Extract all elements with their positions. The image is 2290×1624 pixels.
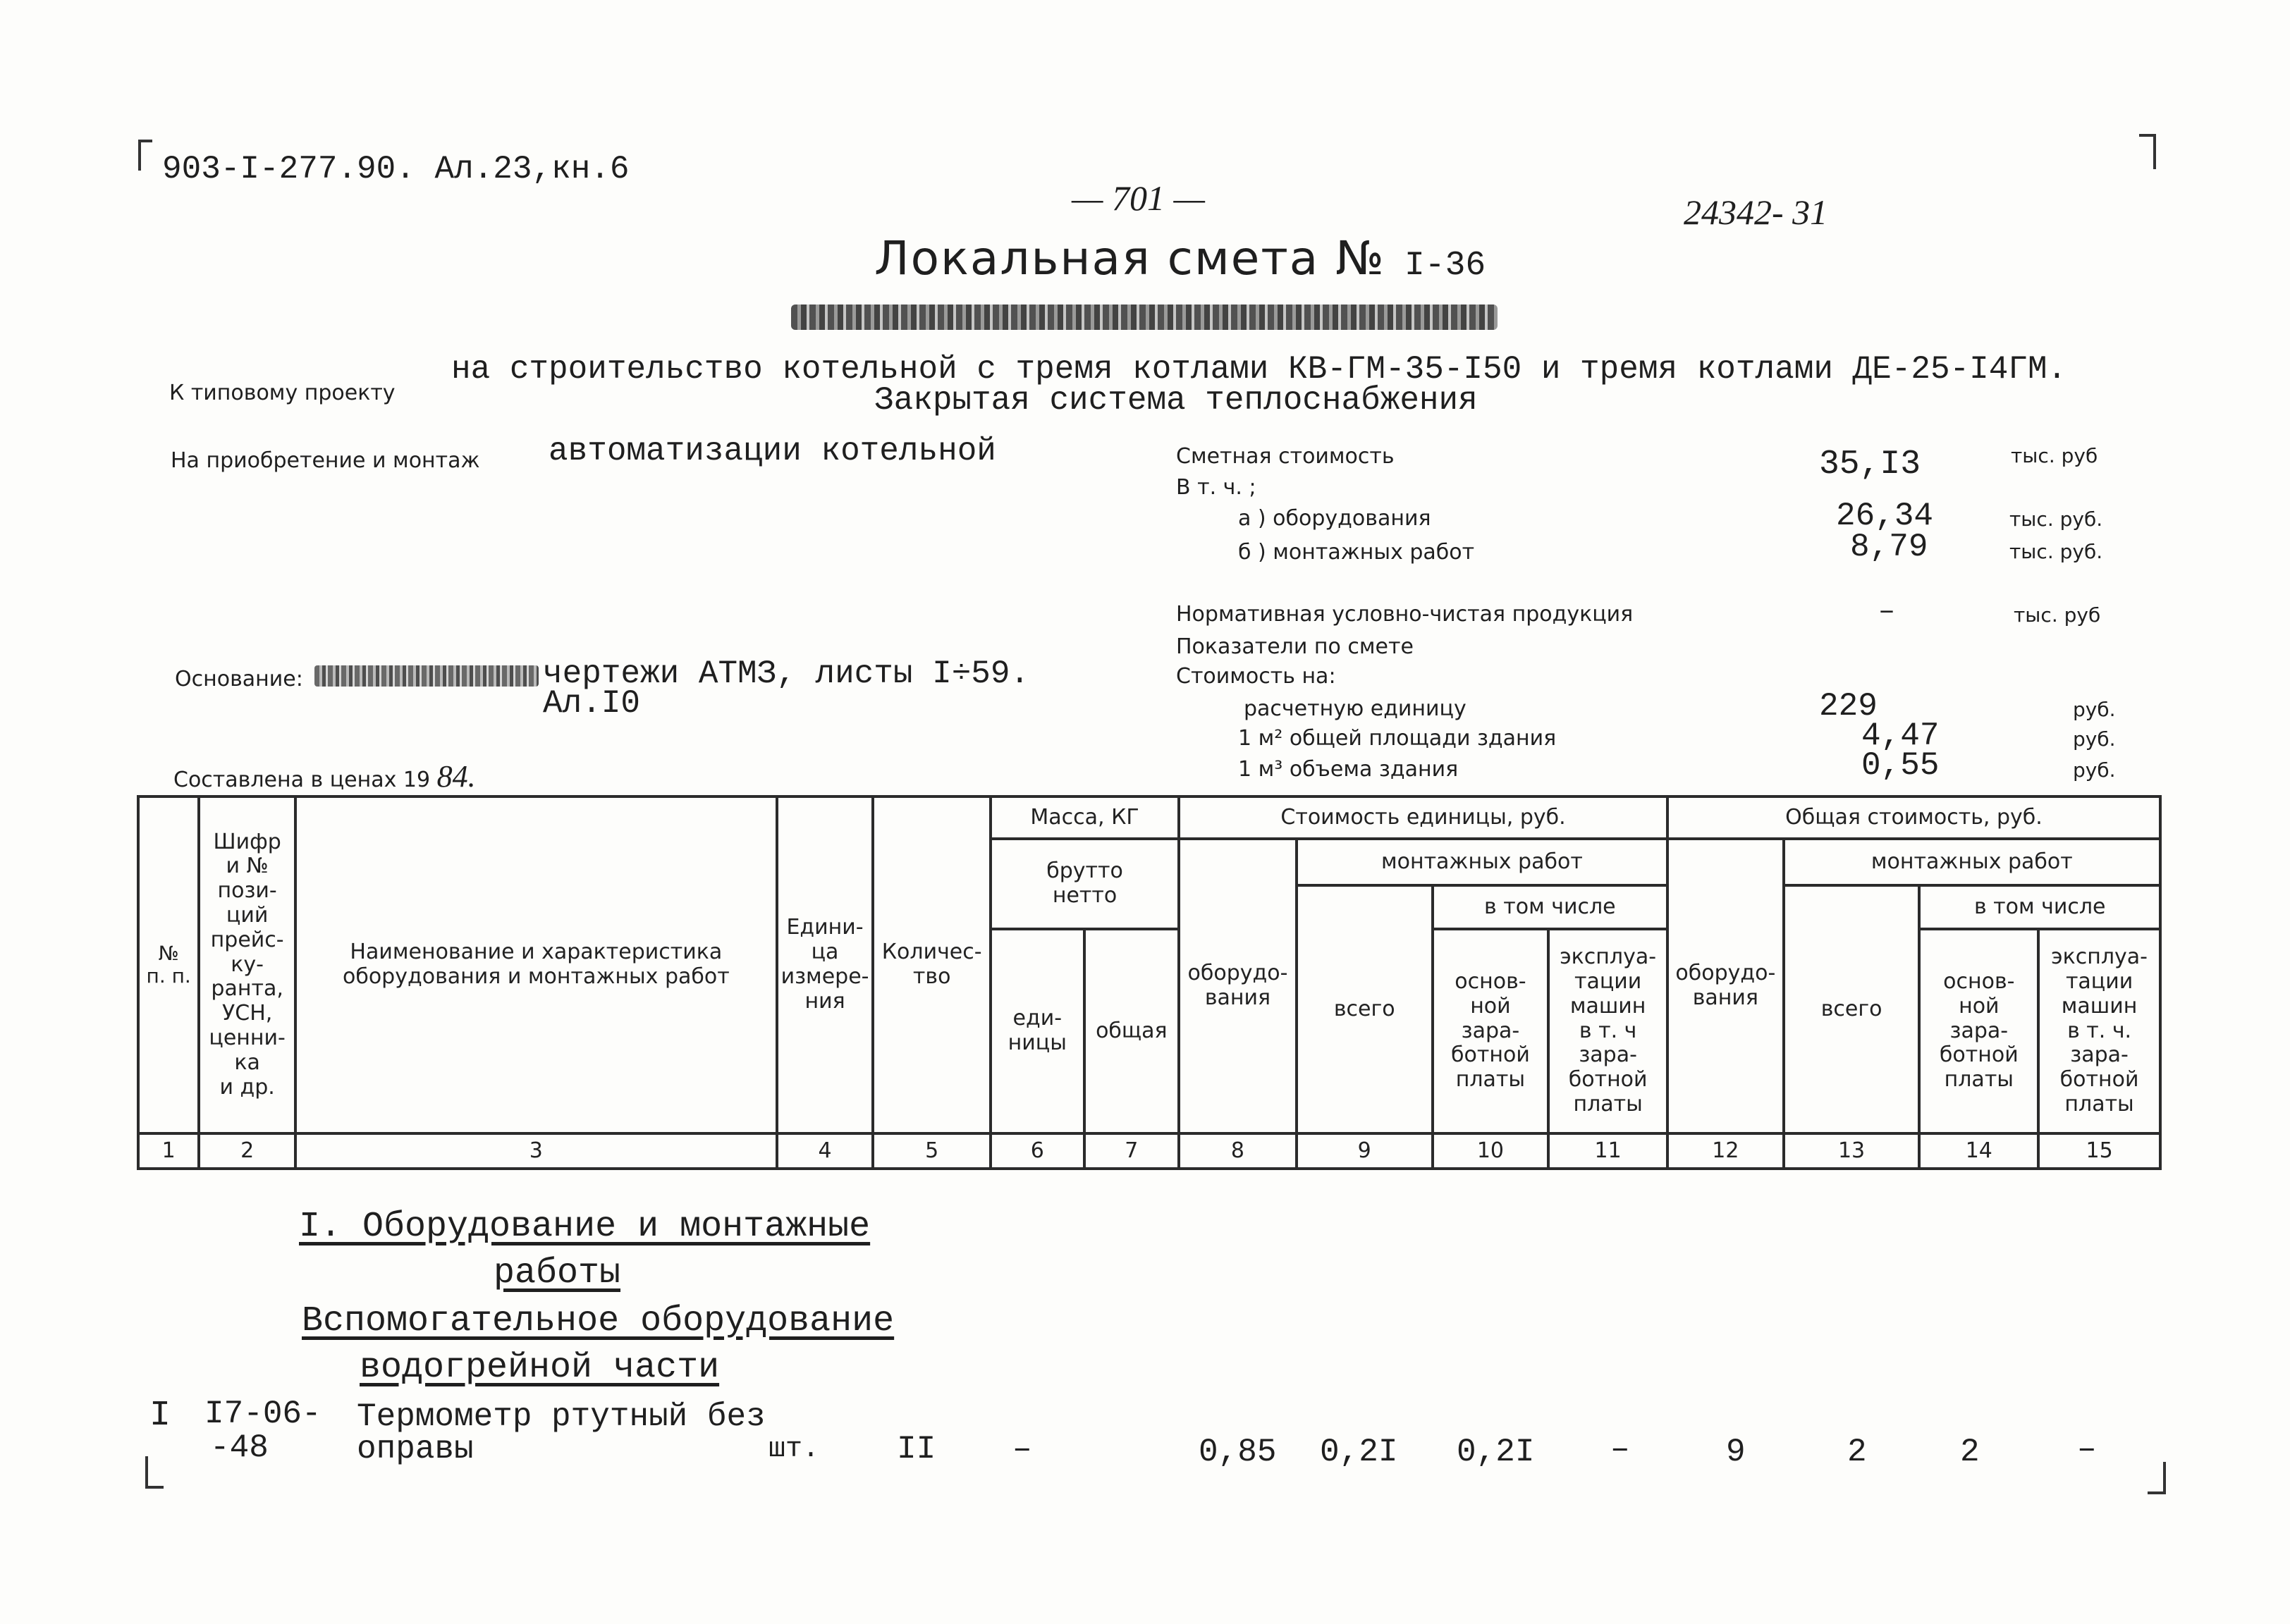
row-total-wage: 2 <box>1960 1434 1980 1470</box>
installation-value: 8,79 <box>1850 529 1928 565</box>
row-code-line1: I7-06- <box>204 1396 322 1432</box>
col-group-install-works: монтажных работ <box>1297 839 1667 885</box>
col-header-gross-net: брутто нетто <box>991 839 1179 929</box>
col-header-name: Наименование и характеристика оборудования и монтажных работ <box>295 796 777 1133</box>
per-unit-unit: руб. <box>2073 698 2116 721</box>
page-title-prefix: Локальная смета № <box>874 231 1385 285</box>
col-header-install-all-total: всего <box>1784 885 1920 1133</box>
column-number: 15 <box>2038 1133 2160 1169</box>
col-header-machine-op-total: эксплуа- тации машин в т. ч. зара- ботной платы <box>2038 929 2160 1133</box>
col-group-total-cost: Общая стоимость, руб. <box>1667 796 2160 839</box>
row-total-machine: – <box>2077 1431 2097 1468</box>
normative-value: – <box>1878 596 1896 628</box>
section-subtitle-line2: водогрейной части <box>360 1348 720 1388</box>
project-line1: на строительство котельной с тремя котлами КВ-ГМ-35-I50 и тремя котлами ДЕ-25-I4ГМ. <box>451 351 2067 388</box>
col-header-basic-wage: основ- ной зара- ботной платы <box>1433 929 1549 1133</box>
struck-out-line <box>791 304 1498 330</box>
column-number: 9 <box>1297 1133 1433 1169</box>
basis-value: чертежи АТМЗ, листы I÷59. <box>543 656 1030 692</box>
estimated-cost-unit: тыс. руб <box>2011 444 2098 467</box>
row-code-line2: -48 <box>210 1429 269 1466</box>
row-name-line1: Термометр ртутный без <box>357 1398 766 1435</box>
prices-line <box>173 758 476 794</box>
corner-mark-bottom-left <box>145 1456 164 1489</box>
estimated-cost-value: 35,I3 <box>1819 445 1921 484</box>
col-header-equip-total: оборудо- вания <box>1667 839 1784 1133</box>
page-number: — 701 — <box>1072 178 1205 218</box>
col-header-equip-unit: оборудо- вания <box>1179 839 1297 1133</box>
basis-value2: Ал.I0 <box>543 685 641 722</box>
row-quantity: II <box>897 1431 936 1468</box>
row-equip-cost: 0,85 <box>1199 1434 1277 1470</box>
col-header-no: № п. п. <box>138 796 199 1133</box>
row-total-install: 2 <box>1847 1434 1867 1470</box>
corner-mark-top-left <box>138 140 152 171</box>
column-number: 11 <box>1548 1133 1667 1169</box>
purpose-label: На приобретение и монтаж <box>171 448 480 473</box>
column-number: 4 <box>777 1133 874 1169</box>
col-header-machine-op: эксплуа- тации машин в т. ч зара- ботной платы <box>1548 929 1667 1133</box>
prices-year: 84. <box>436 759 476 794</box>
col-header-basic-wage-total: основ- ной зара- ботной платы <box>1919 929 2038 1133</box>
column-number: 3 <box>295 1133 777 1169</box>
col-header-install-all: всего <box>1297 885 1433 1133</box>
row-number: I <box>149 1396 171 1436</box>
section-title-line2: работы <box>494 1253 621 1293</box>
col-group-install-works-total: монтажных работ <box>1784 839 2160 885</box>
equipment-value: 26,34 <box>1836 498 1934 534</box>
column-number: 13 <box>1784 1133 1920 1169</box>
project-line2: Закрытая система теплоснабжения <box>874 382 1478 419</box>
archive-number: 24342- 31 <box>1684 192 1828 232</box>
corner-mark-top-right <box>2139 134 2156 169</box>
col-header-mass-total: общая <box>1084 929 1180 1133</box>
prices-label: Составлена в ценах 19 <box>173 768 431 792</box>
col-group-unit-cost: Стоимость единицы, руб. <box>1179 796 1667 839</box>
installation-unit: тыс. руб. <box>2009 540 2103 563</box>
equipment-label: а ) оборудования <box>1238 506 1431 531</box>
column-number: 10 <box>1433 1133 1549 1169</box>
col-group-mass: Масса, КГ <box>991 796 1179 839</box>
estimate-table-header <box>137 795 2162 1170</box>
col-header-code: Шифр и № пози- ций прейс- ку- ранта, УСН, ценни- ка и др. <box>199 796 295 1133</box>
struck-out-basis <box>314 665 539 687</box>
col-header-qty: Количес- тво <box>873 796 991 1133</box>
per-area-unit: руб. <box>2073 727 2116 751</box>
per-volume-unit: руб. <box>2073 758 2116 782</box>
per-area-value: 4,47 <box>1861 718 1940 754</box>
per-volume-value: 0,55 <box>1861 747 1940 784</box>
page-title <box>874 231 1486 285</box>
row-install-wage: 0,2I <box>1457 1434 1535 1470</box>
column-number: 7 <box>1084 1133 1180 1169</box>
row-total-equip: 9 <box>1726 1434 1746 1470</box>
section-subtitle-line1: Вспомогательное оборудование <box>302 1301 895 1341</box>
normative-label: Нормативная условно-чистая продукция <box>1176 602 1634 627</box>
column-number-row <box>138 1133 2160 1169</box>
estimate-number: I-36 <box>1404 247 1486 285</box>
indicators-label: Показатели по смете <box>1176 634 1414 659</box>
column-number: 12 <box>1667 1133 1784 1169</box>
row-mass-unit: – <box>1012 1431 1032 1468</box>
col-group-incl-total: в том числе <box>1919 885 2160 929</box>
column-number: 2 <box>199 1133 295 1169</box>
estimated-cost-label: Сметная стоимость <box>1176 444 1395 469</box>
column-number: 8 <box>1179 1133 1297 1169</box>
col-group-incl: в том числе <box>1433 885 1667 929</box>
project-label: К типовому проекту <box>169 381 396 405</box>
document-code: 903-I-277.90. Ал.23,кн.6 <box>162 151 630 187</box>
cost-per-label: Стоимость на: <box>1176 664 1336 689</box>
row-name-line2: оправы <box>357 1431 474 1468</box>
per-volume-label: 1 м³ объема здания <box>1238 757 1459 782</box>
per-unit-label: расчетную единицу <box>1244 696 1467 721</box>
equipment-unit: тыс. руб. <box>2009 508 2103 531</box>
installation-label: б ) монтажных работ <box>1238 540 1475 565</box>
including-label: В т. ч. ; <box>1176 475 1256 500</box>
col-header-unit: Едини- ца измере- ния <box>777 796 874 1133</box>
row-unit: шт. <box>769 1434 820 1465</box>
basis-label: Основание: <box>175 667 303 691</box>
column-number: 1 <box>138 1133 199 1169</box>
corner-mark-bottom-right <box>2148 1462 2166 1494</box>
column-number: 6 <box>991 1133 1084 1169</box>
column-number: 5 <box>873 1133 991 1169</box>
per-area-label: 1 м² общей площади здания <box>1238 726 1557 751</box>
column-number: 14 <box>1919 1133 2038 1169</box>
section-title-line1: I. Оборудование и монтажные <box>299 1207 871 1247</box>
row-install-total: 0,2I <box>1320 1434 1398 1470</box>
col-header-mass-unit: еди- ницы <box>991 929 1084 1133</box>
purpose-value: автоматизации котельной <box>549 433 996 469</box>
normative-unit: тыс. руб <box>2014 603 2101 627</box>
row-install-machine: – <box>1610 1431 1630 1468</box>
per-unit-value: 229 <box>1819 688 1878 725</box>
